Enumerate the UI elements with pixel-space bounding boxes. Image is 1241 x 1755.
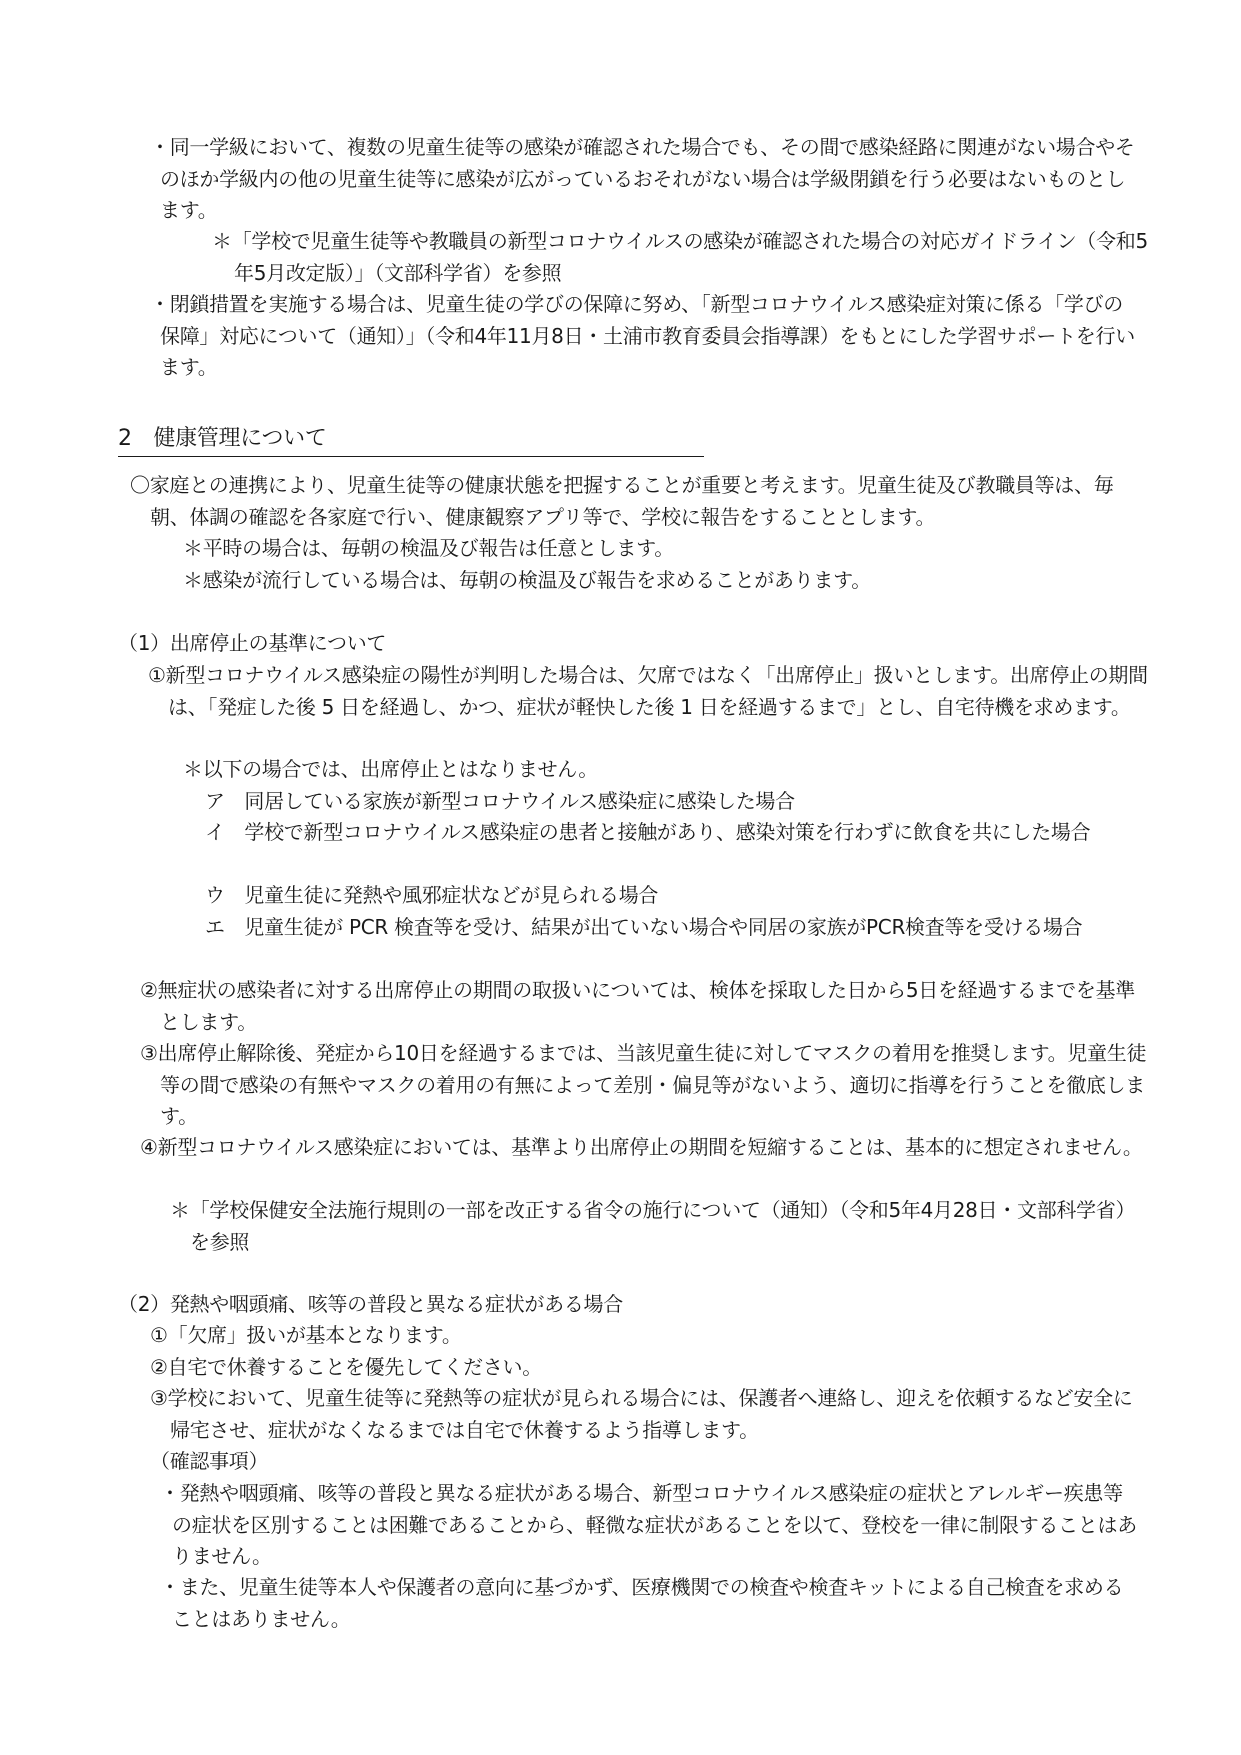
item-asymptomatic: ②無症状の感染者に対する出席停止の期間の取扱いについては、検体を採取した日から5日を経過するまでを基準とします。 [140,978,1135,1034]
confirm-item-no-testing: ・また、児童生徒等本人や保護者の意向に基づかず、医療機関での検査や検査キットによる自己検査を求めることはありません。 [160,1575,1124,1631]
intro-health-observation: 〇家庭との連携により、児童生徒等の健康状態を把握することが重要と考えます。児童生徒及び教職員等は、毎朝、体調の確認を各家庭で行い、健康観察アプリ等で、学校に報告をすることとします。 [130,473,1114,529]
section-heading-health: 2 健康管理について [118,424,704,457]
item-absence: ①「欠席」扱いが基本となります。 [150,1323,462,1347]
bullet-learning-support: ・閉鎖措置を実施する場合は、児童生徒の学びの保障に努め、「新型コロナウイルス感染症対策に係る「学びの保障」対応について（通知）」（令和4年11月8日・土浦市教育委員会指導課）をもとにした学習サポートを行います。 [150,292,1135,379]
case-u-symptoms: ウ 児童生徒に発熱や風邪症状などが見られる場合 [205,883,659,907]
confirm-item-no-restriction: ・発熱や咽頭痛、咳等の普段と異なる症状がある場合、新型コロナウイルス感染症の症状とアレルギー疾患等の症状を区別することは困難であることから、軽微な症状があることを以て、登校を一律に制限することはありません。 [160,1481,1137,1568]
item-rest-at-home: ②自宅で休養することを優先してください。 [150,1355,542,1379]
confirm-heading: （確認事項） [150,1449,269,1473]
subheading-attendance-suspension: （1）出席停止の基準について [118,631,387,655]
note-guideline-reference: ＊「学校で児童生徒等や教職員の新型コロナウイルスの感染が確認された場合の対応ガイドライン（令和5年5月改定版）」（文部科学省）を参照 [212,229,1148,285]
note-normal-time: ＊平時の場合は、毎朝の検温及び報告は任意とします。 [183,536,674,560]
subheading-fever-symptoms: （2）発熱や咽頭痛、咳等の普段と異なる症状がある場合 [118,1292,623,1316]
item-mask-recommendation: ③出席停止解除後、発症から10日を経過するまでは、当該児童生徒に対してマスクの着用を推奨します。児童生徒等の間で感染の有無やマスクの着用の有無によって差別・偏見等がないよう、適切に指導を行うことを徹底します。 [140,1041,1147,1128]
case-e-pcr: エ 児童生徒が PCR 検査等を受け、結果が出ていない場合や同居の家族がPCR検査等を受ける場合 [205,915,1083,939]
note-epidemic-time: ＊感染が流行している場合は、毎朝の検温及び報告を求めることがあります。 [183,568,871,592]
item-positive-case: ①新型コロナウイルス感染症の陽性が判明した場合は、欠席ではなく「出席停止」扱いとします。出席停止の期間は、「発症した後 5 日を経過し、かつ、症状が軽快した後 1 日を経過するまで」とし、自宅待機を求めます。 [148,663,1148,719]
note-ministry-ordinance: ＊「学校保健安全法施行規則の一部を改正する省令の施行について（通知）（令和5年4月28日・文部科学省）を参照 [170,1198,1136,1254]
item-no-shortening: ④新型コロナウイルス感染症においては、基準より出席停止の期間を短縮することは、基本的に想定されません。 [140,1135,1143,1159]
case-i-contact: イ 学校で新型コロナウイルス感染症の患者と接触があり、感染対策を行わずに飲食を共にした場合 [205,820,1091,844]
bullet-class-closure: ・同一学級において、複数の児童生徒等の感染が確認された場合でも、その間で感染経路に関連がない場合やそのほか学級内の他の児童生徒等に感染が広がっているおそれがない場合は学級閉鎖を行う必要はないものとします。 [150,135,1135,222]
note-not-suspension: ＊以下の場合では、出席停止とはなりません。 [183,757,598,781]
item-school-symptoms: ③学校において、児童生徒等に発熱等の症状が見られる場合には、保護者へ連絡し、迎えを依頼するなど安全に帰宅させ、症状がなくなるまでは自宅で休養するよう指導します。 [150,1386,1133,1442]
case-a-family: ア 同居している家族が新型コロナウイルス感染症に感染した場合 [205,789,795,813]
